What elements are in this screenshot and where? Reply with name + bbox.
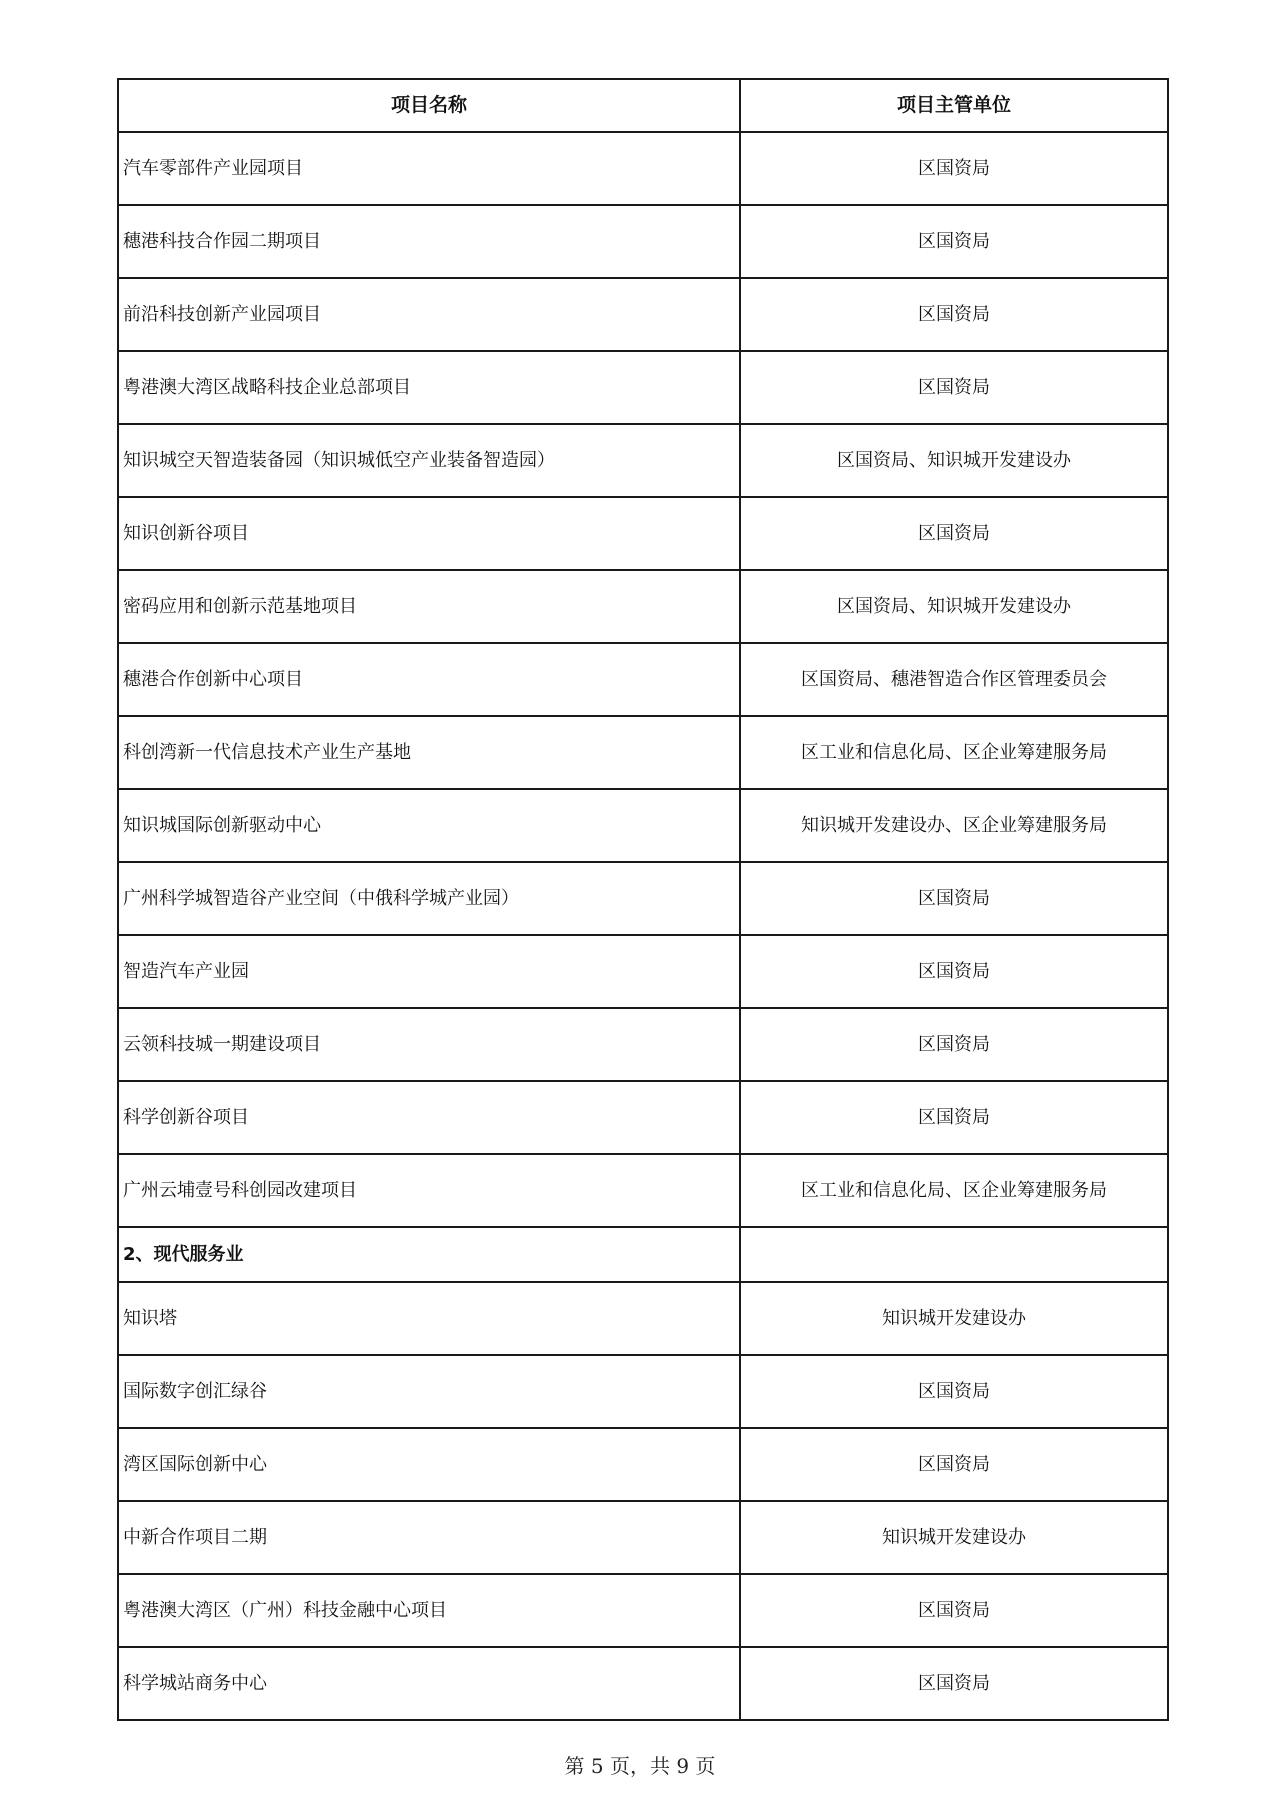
managing-unit-cell: 区国资局 [740,1574,1168,1647]
table-row [118,643,1168,716]
project-name-cell: 国际数字创汇绿谷 [118,1355,740,1428]
table-body [118,132,1168,1720]
table-row [118,862,1168,935]
section-row [118,1227,1168,1282]
managing-unit-cell: 区国资局、知识城开发建设办 [740,424,1168,497]
project-name-cell: 知识创新谷项目 [118,497,740,570]
managing-unit-cell: 区国资局、穗港智造合作区管理委员会 [740,643,1168,716]
managing-unit-cell: 区国资局 [740,862,1168,935]
table-row [118,1355,1168,1428]
managing-unit-cell: 区国资局 [740,132,1168,205]
table-row [118,1428,1168,1501]
managing-unit-cell: 知识城开发建设办、区企业筹建服务局 [740,789,1168,862]
table-row [118,789,1168,862]
managing-unit-cell: 区国资局 [740,205,1168,278]
managing-unit-cell: 区国资局 [740,1355,1168,1428]
table-row [118,278,1168,351]
project-table [117,78,1169,1721]
project-name-cell: 密码应用和创新示范基地项目 [118,570,740,643]
managing-unit-cell [740,1227,1168,1282]
project-name-cell: 科学创新谷项目 [118,1081,740,1154]
managing-unit-cell: 区国资局、知识城开发建设办 [740,570,1168,643]
table-row [118,351,1168,424]
managing-unit-cell: 区国资局 [740,351,1168,424]
project-name-cell: 湾区国际创新中心 [118,1428,740,1501]
table-row [118,1154,1168,1227]
project-name-cell: 粤港澳大湾区战略科技企业总部项目 [118,351,740,424]
managing-unit-cell: 区国资局 [740,1647,1168,1720]
managing-unit-cell: 知识城开发建设办 [740,1501,1168,1574]
table-row [118,1574,1168,1647]
project-name-cell: 知识城空天智造装备园（知识城低空产业装备智造园） [118,424,740,497]
table-row [118,1081,1168,1154]
managing-unit-cell: 区国资局 [740,497,1168,570]
table-row [118,1647,1168,1720]
table-row [118,132,1168,205]
table-row [118,497,1168,570]
header-managing-unit: 项目主管单位 [740,79,1168,132]
project-name-cell: 穗港合作创新中心项目 [118,643,740,716]
table-row [118,1008,1168,1081]
table-row [118,424,1168,497]
project-name-cell: 知识塔 [118,1282,740,1355]
project-name-cell: 科创湾新一代信息技术产业生产基地 [118,716,740,789]
project-name-cell: 粤港澳大湾区（广州）科技金融中心项目 [118,1574,740,1647]
table-row [118,716,1168,789]
section-title: 2、现代服务业 [118,1227,740,1282]
header-project-name: 项目名称 [118,79,740,132]
managing-unit-cell: 区国资局 [740,1081,1168,1154]
managing-unit-cell: 区国资局 [740,278,1168,351]
table-row [118,205,1168,278]
table-row [118,1501,1168,1574]
project-name-cell: 广州科学城智造谷产业空间（中俄科学城产业园） [118,862,740,935]
managing-unit-cell: 区国资局 [740,1428,1168,1501]
page-footer: 第 5 页，共 9 页 [564,1754,716,1778]
project-name-cell: 汽车零部件产业园项目 [118,132,740,205]
project-name-cell: 智造汽车产业园 [118,935,740,1008]
project-name-cell: 广州云埔壹号科创园改建项目 [118,1154,740,1227]
managing-unit-cell: 区工业和信息化局、区企业筹建服务局 [740,1154,1168,1227]
table-row [118,935,1168,1008]
table-row [118,1282,1168,1355]
managing-unit-cell: 区工业和信息化局、区企业筹建服务局 [740,716,1168,789]
project-name-cell: 前沿科技创新产业园项目 [118,278,740,351]
project-name-cell: 知识城国际创新驱动中心 [118,789,740,862]
table-row [118,570,1168,643]
table-header-row [118,79,1168,132]
project-name-cell: 科学城站商务中心 [118,1647,740,1720]
project-name-cell: 中新合作项目二期 [118,1501,740,1574]
managing-unit-cell: 区国资局 [740,1008,1168,1081]
project-name-cell: 云领科技城一期建设项目 [118,1008,740,1081]
managing-unit-cell: 知识城开发建设办 [740,1282,1168,1355]
project-name-cell: 穗港科技合作园二期项目 [118,205,740,278]
managing-unit-cell: 区国资局 [740,935,1168,1008]
